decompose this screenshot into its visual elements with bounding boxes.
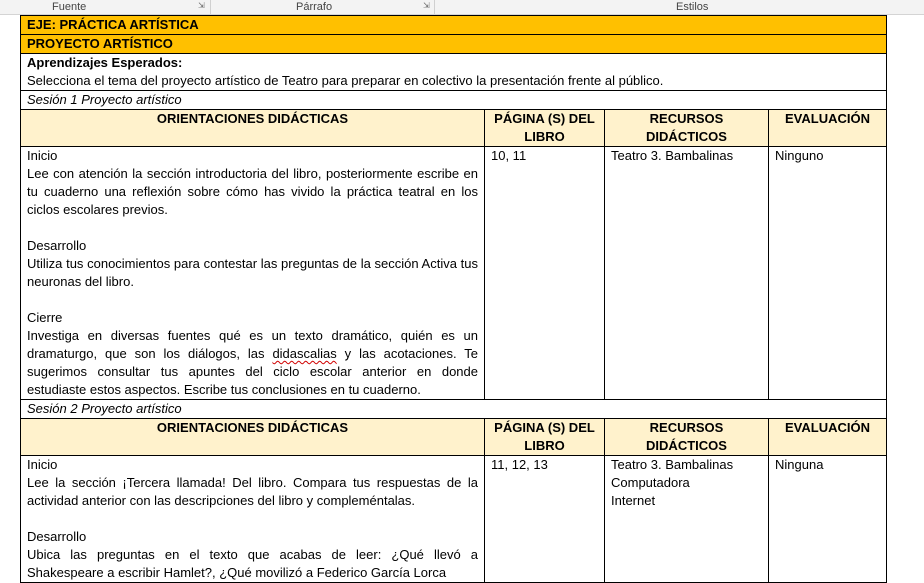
recurso-item: Teatro 3. Bambalinas: [611, 457, 734, 472]
proyecto-cell: PROYECTO ARTÍSTICO: [21, 35, 887, 54]
recurso-item: Teatro 3. Bambalinas: [611, 148, 734, 163]
inicio-text: Lee con atención la sección introductoria del libro, posteriormente escribe en tu cuaderno una reflexión sobre cómo has vivido la práctica teatral en los ciclos escolares previos.: [27, 166, 478, 217]
session-1-paginas: 10, 11: [485, 147, 605, 400]
session-2-paginas: 11, 12, 13: [485, 456, 605, 583]
cierre-text: Investiga en diversas fuentes qué es un texto dramático, quién es un dramaturgo, que son los diálogos, las didascalias y las acotaciones. Te sugerimos consultar tus apuntes del ciclo escolar anterior en donde estudiaste estos aspectos. Escribe tus conclusiones en tu cuaderno.: [27, 328, 478, 397]
session-1-recursos: [605, 147, 769, 400]
session-1-title-row: [21, 91, 887, 110]
planning-table: [20, 15, 887, 583]
aprendizajes-title: Aprendizajes Esperados:: [27, 55, 183, 70]
header-orientaciones: ORIENTACIONES DIDÁCTICAS: [21, 110, 485, 147]
desarrollo-label: Desarrollo: [27, 238, 87, 253]
cierre-label: Cierre: [27, 310, 63, 325]
session-2-header-row: [21, 419, 887, 456]
session-2-title-row: [21, 400, 887, 419]
spellcheck-word: didascalias: [272, 346, 337, 361]
parrafo-dialog-launcher-icon[interactable]: ⇲: [423, 1, 430, 10]
proyecto-row: [21, 35, 887, 54]
fuente-dialog-launcher-icon[interactable]: ⇲: [198, 1, 205, 10]
header-pagina: PÁGINA (S) DEL LIBRO: [485, 110, 605, 147]
eje-cell: EJE: PRÁCTICA ARTÍSTICA: [21, 16, 887, 35]
header-evaluacion: EVALUACIÓN: [769, 419, 887, 456]
session-1-content-row: [21, 147, 887, 400]
header-orientaciones: ORIENTACIONES DIDÁCTICAS: [21, 419, 485, 456]
desarrollo-text: Utiliza tus conocimientos para contestar las preguntas de la sección Activa tus neuronas del libro.: [27, 256, 478, 289]
ribbon-group-labels: [0, 0, 924, 15]
header-recursos: RECURSOS DIDÁCTICOS: [605, 419, 769, 456]
session-2-recursos: [605, 456, 769, 583]
session-2-evaluacion: Ninguna: [769, 456, 887, 583]
session-2-content-row: [21, 456, 887, 583]
desarrollo-text: Ubica las preguntas en el texto que acabas de leer: ¿Qué llevó a Shakespeare a escribir Hamlet?, ¿Qué movilizó a Federico García Lorca: [27, 547, 478, 580]
ribbon-parrafo-label: Párrafo: [296, 1, 333, 13]
header-evaluacion: EVALUACIÓN: [769, 110, 887, 147]
session-1-title: Sesión 1 Proyecto artístico: [21, 91, 887, 110]
recurso-item: Computadora: [611, 475, 690, 490]
inicio-text: Lee la sección ¡Tercera llamada! Del libro. Compara tus respuestas de la actividad anterior con las descripciones del libro y compleméntalas.: [27, 475, 478, 508]
session-1-orientaciones: [21, 147, 485, 400]
inicio-label: Inicio: [27, 148, 58, 163]
aprendizajes-row: [21, 54, 887, 91]
recurso-item: Internet: [611, 493, 656, 508]
aprendizajes-text: Selecciona el tema del proyecto artístico de Teatro para preparar en colectivo la presentación frente al público.: [27, 73, 664, 88]
session-2-orientaciones: [21, 456, 485, 583]
session-1-evaluacion: Ninguno: [769, 147, 887, 400]
eje-row: [21, 16, 887, 35]
header-recursos: RECURSOS DIDÁCTICOS: [605, 110, 769, 147]
session-1-header-row: [21, 110, 887, 147]
inicio-label: Inicio: [27, 457, 58, 472]
document-page[interactable]: [20, 15, 886, 583]
ribbon-estilos-label: Estilos: [676, 1, 709, 13]
ribbon-fuente-label: Fuente: [52, 1, 87, 13]
aprendizajes-cell: [21, 54, 887, 91]
desarrollo-label: Desarrollo: [27, 529, 87, 544]
header-pagina: PÁGINA (S) DEL LIBRO: [485, 419, 605, 456]
session-2-title: Sesión 2 Proyecto artístico: [21, 400, 887, 419]
